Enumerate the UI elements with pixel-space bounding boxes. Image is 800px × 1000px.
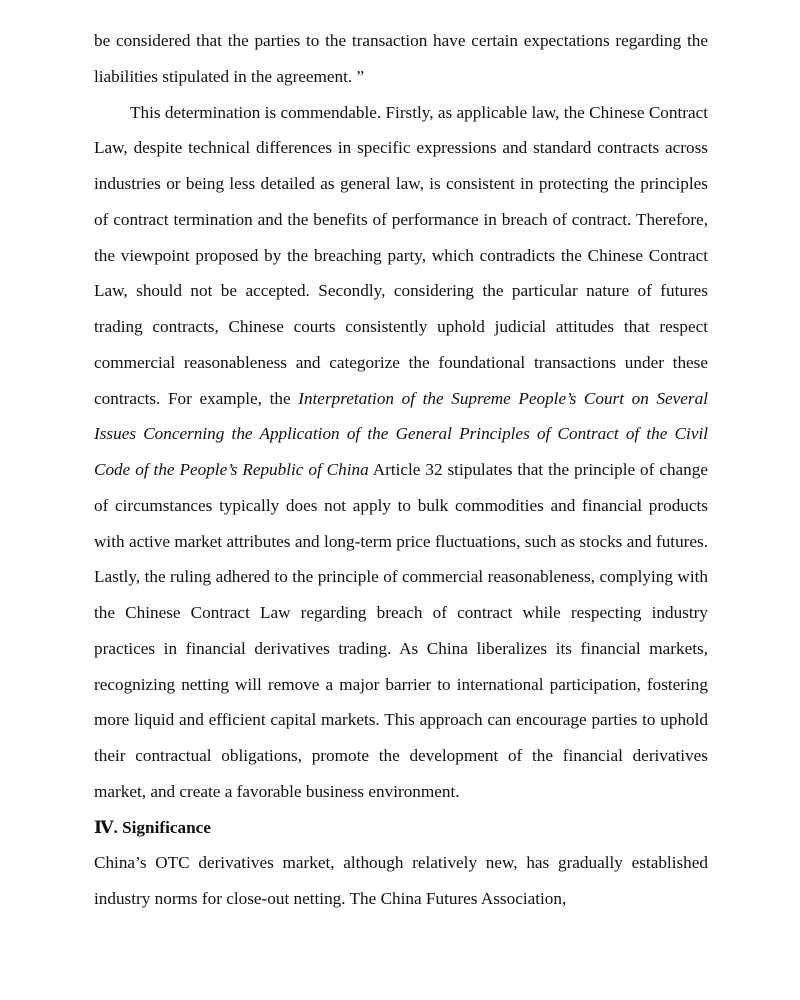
body-paragraph	[94, 95, 708, 810]
paragraph-text-continued: Article 32 stipulates that the principle of change of circumstances typically does not apply to bulk commodities and financial products with active market attributes and long-term price fluctuations, such as stocks and futures. Lastly, the ruling adhered to the principle of commercial reasonableness, complying with the Chinese Contract Law regarding breach of contract while respecting industry practices in financial derivatives trading. As China liberalizes its financial markets, recognizing netting will remove a major barrier to international participation, fostering more liquid and efficient capital markets. This approach can encourage parties to uphold their contractual obligations, promote the development of the financial derivatives market, and create a favorable business environment.	[94, 460, 708, 801]
continuation-paragraph: be considered that the parties to the transaction have certain expectations regarding the liabilities stipulated in the agreement. ”	[94, 31, 708, 86]
document-page	[94, 23, 708, 917]
cited-interpretation-title: Interpretation of the Supreme People’s Court on Several Issues Concerning the Application of the General Principles of Contract of the Civil Code of the People’s Republic of China	[94, 388, 708, 479]
section-heading: Ⅳ. Significance	[94, 817, 211, 837]
section-paragraph: China’s OTC derivatives market, although relatively new, has gradually established industry norms for close-out netting. The China Futures Association,	[94, 853, 708, 908]
paragraph-text: This determination is commendable. Firstly, as applicable law, the Chinese Contract Law, despite technical differences in specific expressions and standard contracts across industries or being less detailed as general law, is consistent in protecting the principles of contract termination and the benefits of performance in breach of contract. Therefore, the viewpoint proposed by the breaching party, which contradicts the Chinese Contract Law, should not be accepted. Secondly, considering the particular nature of futures trading contracts, Chinese courts consistently uphold judicial attitudes that respect commercial reasonableness and categorize the foundational transactions under these contracts. For example, the	[94, 102, 708, 408]
